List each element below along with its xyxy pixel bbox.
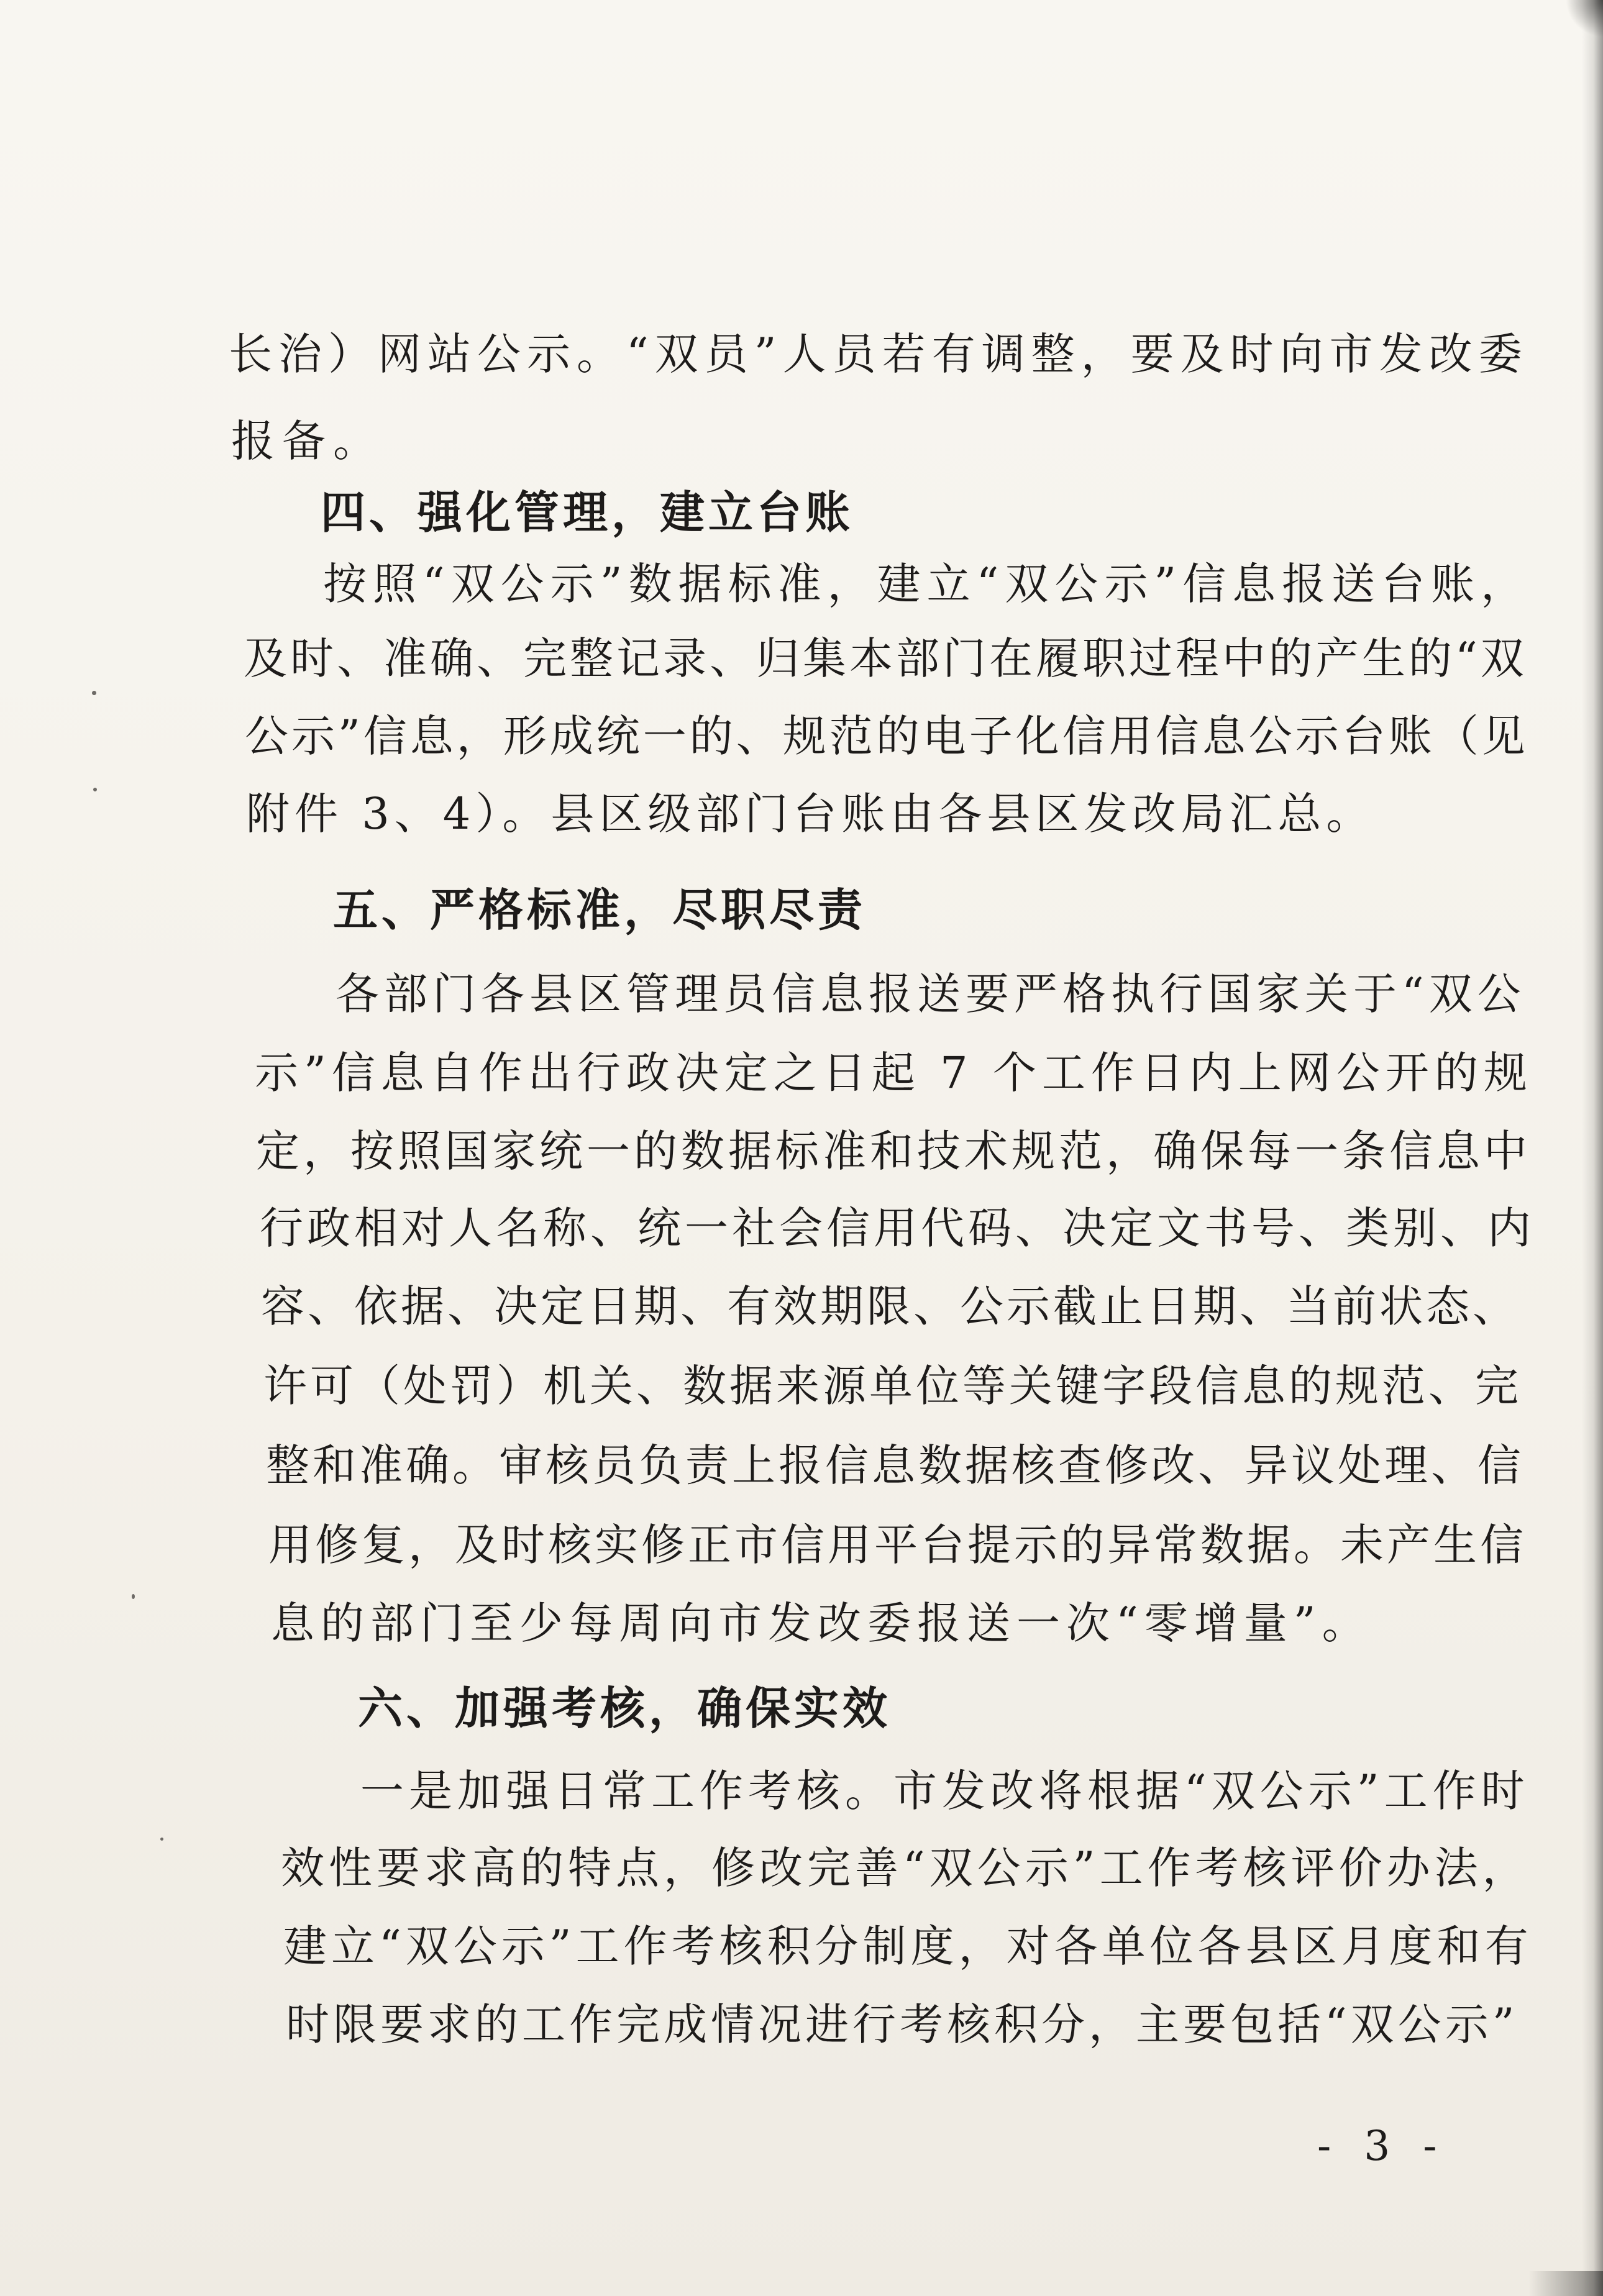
- body-line: 按照“双公示”数据标准，建立“双公示”信息报送台账，: [323, 558, 1531, 609]
- body-line: 时限要求的工作完成情况进行考核积分，主要包括“双公示”: [286, 1999, 1519, 2050]
- page-edge-shadow: [1582, 0, 1603, 2296]
- body-line: 容、依据、决定日期、有效期限、公示截止日期、当前状态、: [261, 1281, 1519, 1332]
- body-line: 息的部门至少每周向市发改委报送一次“零增量”。: [271, 1598, 1372, 1649]
- scan-speck: [160, 1838, 163, 1841]
- body-line: 各部门各县区管理员信息报送要严格执行国家关于“双公: [336, 968, 1526, 1019]
- body-line: 效性要求高的特点，修改完善“双公示”工作考核评价办法，: [281, 1843, 1530, 1893]
- body-line: 建立“双公示”工作考核积分制度，对各单位各县区月度和有: [283, 1921, 1533, 1972]
- body-line: 一是加强日常工作考核。市发改将根据“双公示”工作时: [360, 1765, 1530, 1816]
- body-line: 公示”信息，形成统一的、规范的电子化信用信息公示台账（见: [245, 711, 1528, 762]
- body-line: 行政相对人名称、统一社会信用代码、决定文书号、类别、内: [260, 1203, 1535, 1254]
- page-bottom-corner-shadow: [1528, 2271, 1603, 2296]
- body-line: 用修复，及时核实修正市信用平台提示的异常数据。未产生信: [268, 1519, 1527, 1570]
- body-line: 长治）网站公示。“双员”人员若有调整，要及时向市发改委: [229, 329, 1528, 380]
- section-heading-4: 四、强化管理，建立台账: [321, 486, 854, 539]
- scan-speck: [92, 691, 96, 695]
- body-line: 附件 3、4）。县区级部门台账由各县区发改局汇总。: [246, 788, 1375, 839]
- page-number: - 3 -: [1317, 2122, 1447, 2170]
- body-line: 定，按照国家统一的数据标准和技术规范，确保每一条信息中: [256, 1126, 1531, 1177]
- scan-speck: [132, 1594, 135, 1599]
- body-line: 示”信息自作出行政决定之日起 7 个工作日内上网公开的规: [255, 1047, 1533, 1098]
- page-corner-shadow: [1566, 0, 1603, 37]
- body-line: 报备。: [231, 416, 384, 467]
- body-line: 及时、准确、完整记录、归集本部门在履职过程中的产生的“双: [244, 633, 1527, 684]
- body-line: 整和准确。审核员负责上报信息数据核查修改、异议处理、信: [266, 1440, 1524, 1491]
- body-line: 许可（处罚）机关、数据来源单位等关键字段信息的规范、完: [263, 1360, 1522, 1411]
- section-heading-5: 五、严格标准，尽职尽责: [333, 884, 867, 936]
- scan-speck: [93, 788, 97, 791]
- section-heading-6: 六、加强考核，确保实效: [358, 1682, 892, 1734]
